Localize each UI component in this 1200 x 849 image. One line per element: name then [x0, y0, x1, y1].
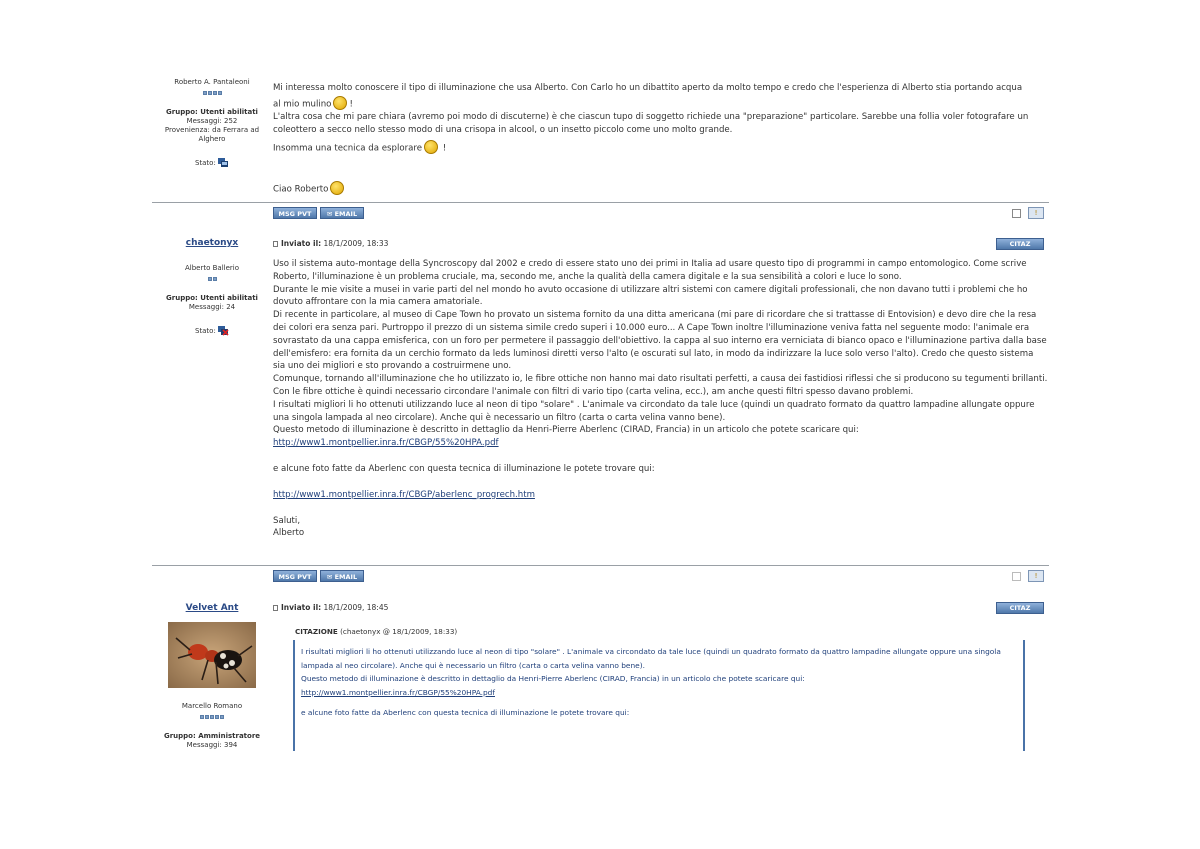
laugh-smiley-icon	[330, 181, 344, 195]
post2-messages: Messaggi: 24	[188, 303, 236, 311]
quote-paragraph: e alcune foto fatte da Aberlenc con questa tecnica di illuminazione le potete trovare qui:	[301, 708, 630, 718]
quote-paragraph: Questo metodo di illuminazione è descritto in dettaglio da Henri-Pierre Aberlenc (CIRAD, Francia) in un articolo che potete scaricare qui:	[301, 674, 805, 684]
quote-header	[295, 627, 457, 636]
post2-paragraph: Uso il sistema auto-montage della Syncroscopy dal 2002 e credo di essere stato uno dei primi in Italia ad usare questo tipo di programmi in campo entomologico. Come scrive Roberto, l'illuminazione è un problema cruciale, ma, secondo me, anche la qualità della camera digitale e la sua sensibilità a colori e luce lo sono.	[273, 259, 1027, 282]
status-label: Stato:	[194, 327, 216, 335]
post2-paragraph: Durante le mie visite a musei in varie parti del nel mondo ho avuto occasione di utilizzare altri sistemi con camere digitali professionali, che non davano tutti i problemi che ho dovuto affrontare con la mia camera amatoriale.	[273, 284, 1028, 308]
smile-icon	[333, 96, 347, 110]
post-divider	[152, 202, 1049, 203]
quote-source: (chaetonyx @ 18/1/2009, 18:33)	[340, 627, 458, 636]
sent-date: 18/1/2009, 18:33	[323, 239, 389, 248]
sent-date: 18/1/2009, 18:45	[323, 603, 389, 612]
post2-author-realname: Alberto Ballerio	[184, 264, 239, 272]
select-post-checkbox[interactable]	[1012, 572, 1021, 581]
post2-body	[273, 258, 1048, 540]
post1-line: Insomma una tecnica da esplorare	[273, 143, 423, 154]
post-document-icon	[273, 605, 278, 611]
sent-label: Inviato il:	[281, 239, 322, 248]
ip-info-button[interactable]: !	[1028, 207, 1044, 219]
aberlenc-page-link[interactable]: http://www1.montpellier.inra.fr/CBGP/aberlenc_progrech.htm	[273, 489, 535, 500]
post1-line: L'altra cosa che mi pare chiara (avremo poi modo di discuterne) è che ciascun tupo di soggetto richiede una "preparazione" particolare. Sarebbe una follia voler fotografare un coleottero a secco nello stesso modo di una crisopa in alcool, o un insetto piccolo come uno molto grande.	[273, 112, 1029, 135]
post1-body	[273, 82, 1048, 196]
online-status-icon	[218, 158, 229, 168]
quote-pdf-link[interactable]: http://www1.montpellier.inra.fr/CBGP/55%20HPA.pdf	[301, 687, 495, 697]
velvet-ant-photo	[168, 622, 256, 688]
post2-username[interactable]: chaetonyx	[185, 238, 239, 248]
post2-group: Gruppo: Utenti abilitati	[166, 294, 258, 302]
post3-userinfo	[152, 604, 272, 750]
post2-sent-info	[273, 239, 388, 248]
email-button[interactable]	[320, 207, 364, 219]
post1-line: Mi interessa molto conoscere il tipo di illuminazione che usa Alberto. Con Carlo ho un dibattito aperto da molto tempo e credo che l'esperienza di Alberto stia portando acqua	[273, 83, 1023, 93]
post2-status	[152, 326, 272, 336]
post-divider	[152, 565, 1049, 566]
cool-smiley-icon	[424, 140, 438, 154]
post1-userinfo	[152, 78, 272, 168]
rank-pips	[200, 713, 225, 722]
post1-punct: !	[349, 99, 353, 110]
email-button-label: EMAIL	[334, 573, 358, 581]
post3-username[interactable]: Velvet Ant	[185, 603, 239, 613]
ip-info-button[interactable]: !	[1028, 570, 1044, 582]
post1-line: al mio mulino	[273, 99, 332, 110]
post1-status	[152, 158, 272, 168]
pdf-link[interactable]: http://www1.montpellier.inra.fr/CBGP/55%20HPA.pdf	[273, 438, 499, 449]
rank-pips	[202, 89, 222, 98]
post3-messages: Messaggi: 394	[186, 741, 238, 749]
post2-paragraph: I risultati migliori li ho ottenuti utilizzando luce al neon di tipo "solare" . L'animale va circondato da tale luce (quindi un quadrato formato da quattro lampadine allungate oppure una singola lampada al neo circolare). Anche qui è necessario un filtro (carta o carta velina vanno bene).	[273, 399, 1035, 423]
offline-status-icon	[218, 326, 229, 336]
quote-label: CITAZIONE	[295, 627, 338, 636]
post3-author-realname: Marcello Romano	[181, 702, 243, 710]
post3-avatar	[168, 622, 256, 688]
envelope-icon: ✉	[326, 210, 333, 218]
post2-userinfo	[152, 239, 272, 336]
email-button-label: EMAIL	[334, 210, 358, 218]
post1-author-realname: Roberto A. Pantaleoni	[174, 78, 250, 86]
quote-paragraph: I risultati migliori li ho ottenuti utilizzando luce al neon di tipo "solare" . L'animale va circondato da tale luce (quindi un quadrato formato da quattro lampadine allungate oppure una singola lampada al neo circolare). Anche qui è necessario un filtro (carta o carta velina vanno bene).	[301, 647, 1001, 670]
sent-label: Inviato il:	[281, 603, 322, 612]
post2-paragraph: Comunque, tornando all'illuminazione che ho utilizzato io, le fibre ottiche non hanno mai dato risultati perfetti, a causa dei fastidiosi riflessi che si producono su tegumenti brillanti. Con le fibre ottiche è quindi necessario circondare l'animale con filtri di vario tipo (carta velina, ecc.), am anche questi filtri spesso davano problemi.	[273, 374, 1048, 397]
select-post-checkbox[interactable]	[1012, 209, 1021, 218]
post1-provenance: Provenienza: da Ferrara ad Alghero	[164, 126, 260, 143]
post3-group: Gruppo: Amministratore	[163, 732, 261, 740]
post3-sent-info	[273, 603, 388, 612]
quote-button[interactable]: CITAZ	[996, 238, 1044, 250]
post1-punct: !	[442, 143, 447, 154]
post2-paragraph: e alcune foto fatte da Aberlenc con questa tecnica di illuminazione le potete trovare qui:	[273, 463, 655, 474]
post2-paragraph: Questo metodo di illuminazione è descritto in dettaglio da Henri-Pierre Aberlenc (CIRAD, Francia) in un articolo che potete scaricare qui:	[273, 425, 859, 436]
quote-block	[293, 640, 1025, 751]
post2-signature: Alberto	[273, 528, 305, 539]
email-button[interactable]	[320, 570, 364, 582]
rank-pips	[207, 275, 217, 284]
post-document-icon	[273, 241, 278, 247]
post2-paragraph: Di recente in particolare, al museo di Cape Town ho provato un sistema fornito da una ditta americana (mi pare di ricordare che si trattasse di Entovision) e devo dire che la resa dei colori era senza pari. Purtroppo il prezzo di un sistema simile credo superi i 10.000 euro... A Cape Town inoltre l'illuminazione veniva fatta nel seguente modo: l'animale era sovrastato da una cappa emisferica, con un foro per permetere il passaggio dell'obiettivo. la cappa al suo interno era verniciata di bianco opaco e l'illuminazione partiva dalla base dell'emisfero: era fornita da un cerchio formato da leds luminosi diretti verso l'alto (e oscurati sul lato, in modo da indirizzare la luce solo verso l'alto). Credo che questo sistema sia uno dei migliori e sto provando a costruirmene uno.	[273, 310, 1047, 372]
post1-signoff: Ciao Roberto	[273, 184, 329, 195]
msg-pvt-button[interactable]: MSG PVT	[273, 207, 317, 219]
post1-group: Gruppo: Utenti abilitati	[166, 108, 258, 116]
envelope-icon: ✉	[326, 573, 333, 581]
post1-messages: Messaggi: 252	[186, 117, 238, 125]
post2-salute: Saluti,	[273, 515, 301, 526]
quote-button[interactable]: CITAZ	[996, 602, 1044, 614]
status-label: Stato:	[194, 159, 216, 167]
msg-pvt-button[interactable]: MSG PVT	[273, 570, 317, 582]
